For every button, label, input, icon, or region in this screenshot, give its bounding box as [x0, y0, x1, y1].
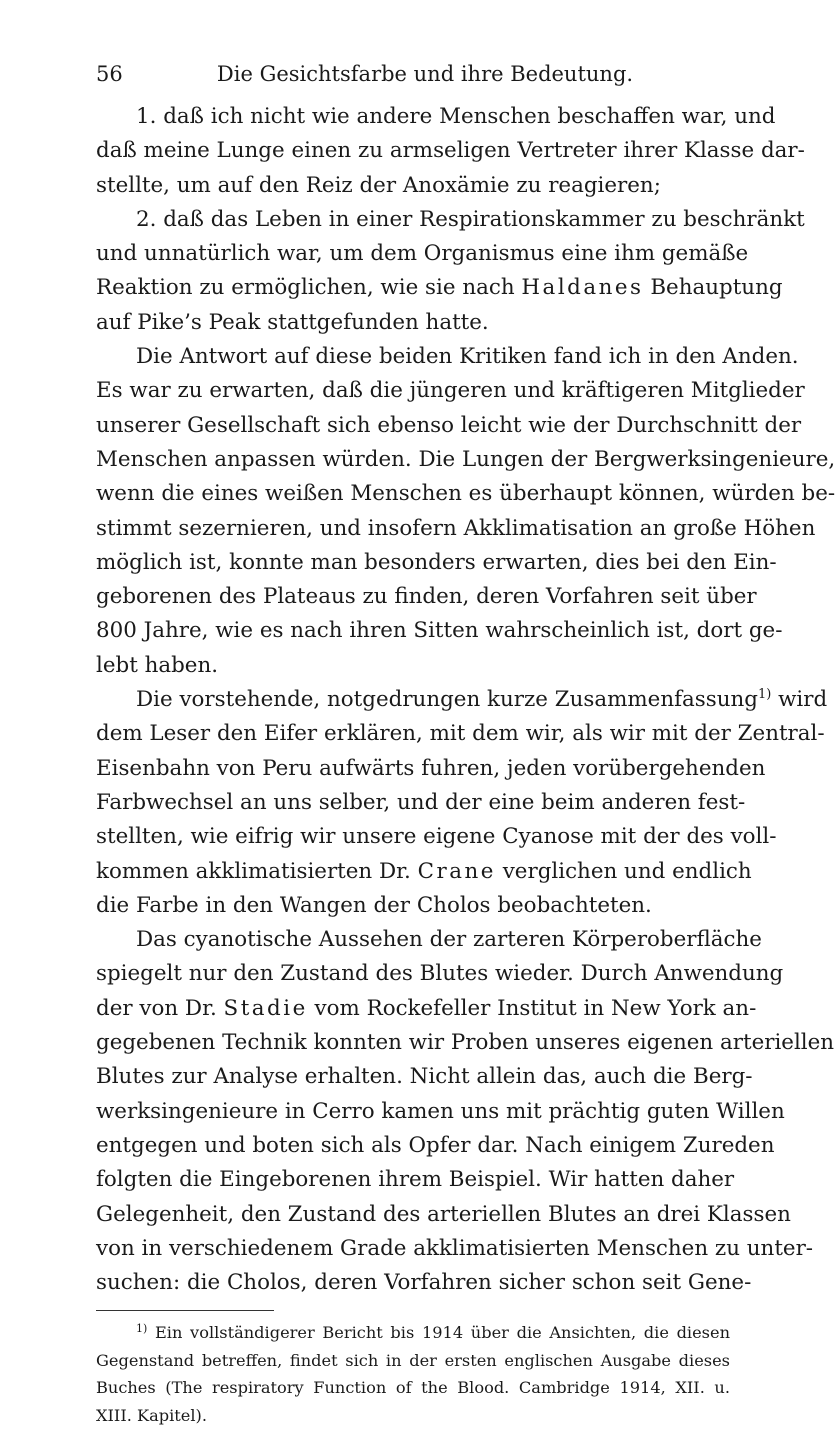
text-line: stellte, um auf den Reiz der Anoxämie zu reagieren;: [96, 172, 661, 198]
text-fragment: Ein vollständigerer Bericht bis 1914 über die Ansichten, die diesen: [147, 1323, 730, 1343]
book-page: [96, 56, 835, 1429]
text-line: lebt haben.: [96, 652, 219, 678]
text-line: folgten die Eingeborenen ihrem Beispiel. Wir hatten daher: [96, 1167, 735, 1193]
text-line: möglich ist, konnte man besonders erwarten, dies bei den Ein-: [96, 549, 777, 575]
footnote-marker: 1): [136, 1322, 148, 1336]
text-line: geborenen des Plateaus zu finden, deren Vorfahren seit über: [96, 584, 757, 610]
page-header: [96, 56, 730, 92]
text-line: Das cyanotische Aussehen der zarteren Körperoberfläche: [136, 927, 762, 953]
text-fragment: wird: [771, 687, 828, 713]
text-line: Blutes zur Analyse erhalten. Nicht allein das, auch die Berg-: [96, 1064, 753, 1090]
text-fragment: Die vorstehende, notgedrungen kurze Zusammenfassung: [136, 687, 758, 713]
body-text: [96, 100, 835, 1300]
text-line: unserer Gesellschaft sich ebenso leicht wie der Durchschnitt der: [96, 412, 802, 438]
text-line: Gelegenheit, den Zustand des arteriellen Blutes an drei Klassen: [96, 1201, 791, 1227]
footnote: [96, 1319, 730, 1429]
text-line: [96, 992, 757, 1026]
text-line: dem Leser den Eifer erklären, mit dem wir, als wir mit der Zentral-: [96, 721, 825, 747]
text-line: [96, 271, 783, 305]
text-fragment: Reaktion zu ermöglichen, wie sie nach: [96, 275, 522, 301]
text-line: wenn die eines weißen Menschen es überhaupt können, würden be-: [96, 481, 835, 507]
spaced-name-haldanes: Haldanes: [521, 275, 644, 301]
footnote-divider: [96, 1310, 274, 1311]
footnote-line: XIII. Kapitel).: [96, 1405, 208, 1425]
footnote-line: Buches (The respiratory Function of the Blood. Cambridge 1914, XII. u.: [96, 1378, 730, 1398]
text-line: gegebenen Technik konnten wir Proben unseres eigenen arteriellen: [96, 1030, 835, 1056]
text-line: und unnatürlich war, um dem Organismus eine ihm gemäße: [96, 241, 749, 267]
text-line: suchen: die Cholos, deren Vorfahren sicher schon seit Gene-: [96, 1270, 752, 1296]
text-line: [96, 683, 828, 717]
text-line: von in verschiedenem Grade akklimatisierten Menschen zu unter-: [96, 1235, 814, 1261]
text-fragment: verglichen und endlich: [495, 858, 752, 884]
footnote-line: Gegenstand betreffen, findet sich in der ersten englischen Ausgabe dieses: [96, 1350, 730, 1370]
text-line: Die Antwort auf diese beiden Kritiken fand ich in den Anden.: [136, 344, 799, 370]
text-line: Eisenbahn von Peru aufwärts fuhren, jeden vorübergehenden: [96, 755, 766, 781]
text-line: Es war zu erwarten, daß die jüngeren und kräftigeren Mitglieder: [96, 378, 805, 404]
text-line: spiegelt nur den Zustand des Blutes wieder. Durch Anwendung: [96, 961, 784, 987]
text-line: werksingenieure in Cerro kamen uns mit prächtig guten Willen: [96, 1098, 785, 1124]
footnote-reference[interactable]: 1): [757, 687, 772, 703]
text-line: daß meine Lunge einen zu armseligen Vertreter ihrer Klasse dar-: [96, 138, 805, 164]
text-fragment: der von Dr.: [96, 995, 224, 1021]
spaced-name-stadie: Stadie: [223, 995, 308, 1021]
spaced-name-crane: Crane: [417, 858, 496, 884]
text-line: Farbwechsel an uns selber, und der eine beim anderen fest-: [96, 789, 746, 815]
text-line: [96, 855, 752, 889]
text-line: stimmt sezernieren, und insofern Akklimatisation an große Höhen: [96, 515, 816, 541]
text-line: 800 Jahre, wie es nach ihren Sitten wahrscheinlich ist, dort ge-: [96, 618, 783, 644]
text-line: 1. daß ich nicht wie andere Menschen beschaffen war, und: [136, 104, 776, 129]
text-line: die Farbe in den Wangen der Cholos beobachteten.: [96, 892, 652, 918]
running-head: Die Gesichtsfarbe und ihre Bedeutung.: [216, 62, 634, 86]
text-fragment: Behauptung: [643, 275, 783, 301]
text-line: auf Pike’s Peak stattgefunden hatte.: [96, 309, 489, 335]
text-line: Menschen anpassen würden. Die Lungen der Bergwerksingenieure,: [96, 446, 835, 472]
text-fragment: kommen akklimatisierten Dr.: [96, 858, 418, 884]
footnote-line: [96, 1319, 730, 1347]
text-fragment: vom Rockefeller Institut in New York an-: [307, 995, 757, 1021]
text-line: stellten, wie eifrig wir unsere eigene Cyanose mit der des voll-: [96, 824, 777, 850]
text-line: entgegen und boten sich als Opfer dar. Nach einigem Zureden: [96, 1132, 775, 1158]
text-line: 2. daß das Leben in einer Respirationskammer zu beschränkt: [136, 206, 805, 232]
page-number: 56: [96, 62, 123, 86]
